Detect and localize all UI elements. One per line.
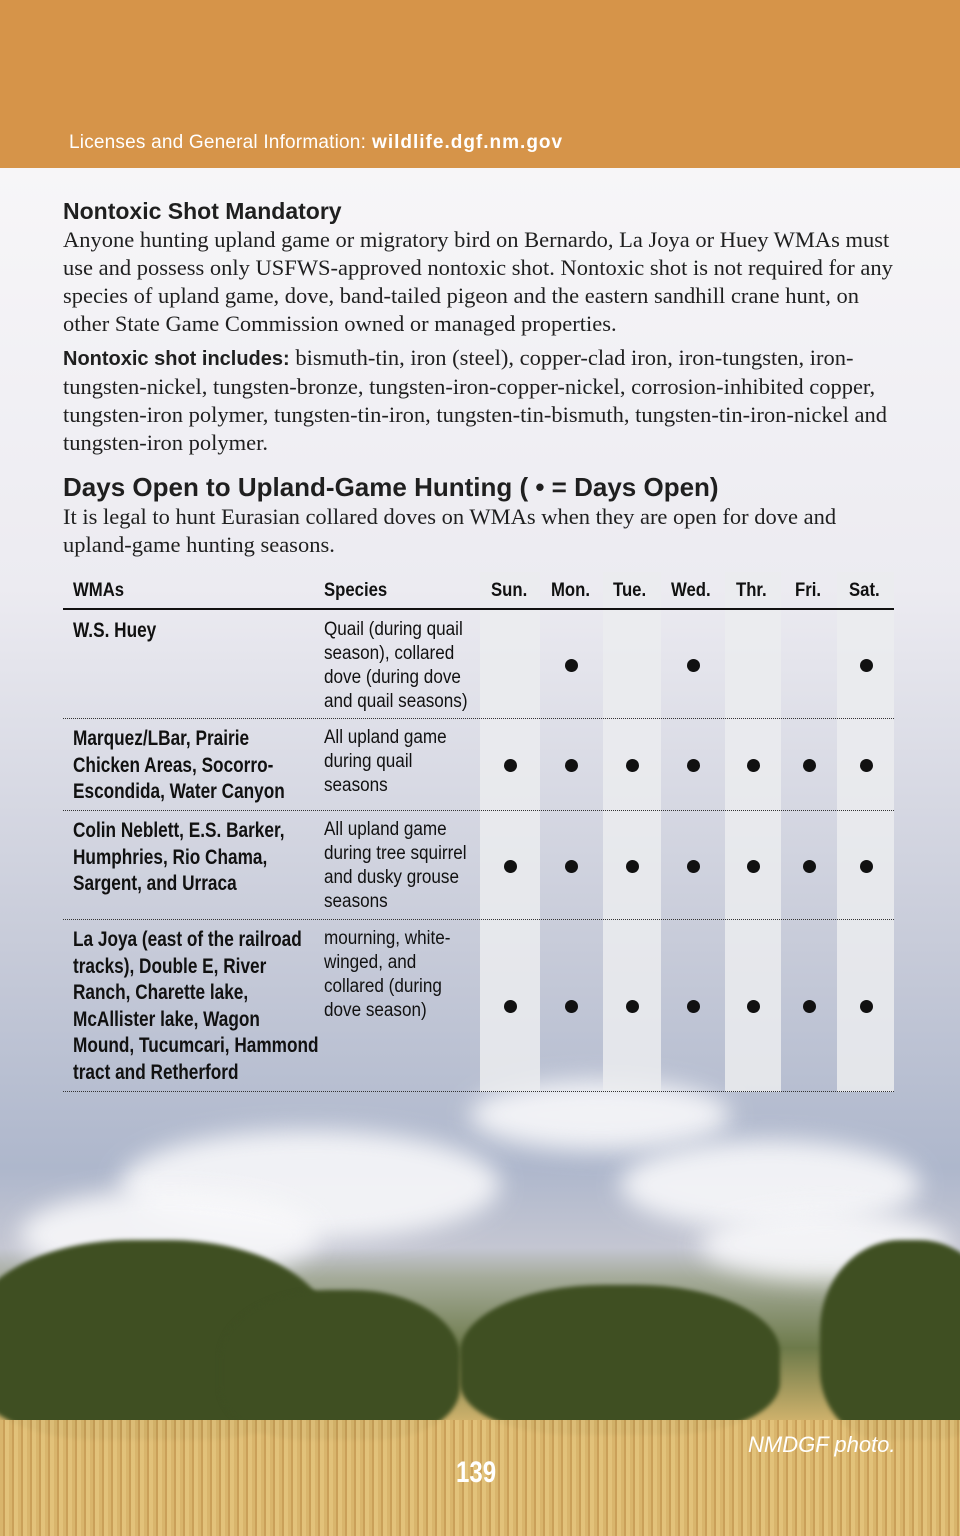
- day-open-dot: [687, 759, 700, 772]
- page-number: 139: [456, 1456, 497, 1489]
- day-open-dot: [504, 860, 517, 873]
- day-open-dot: [565, 860, 578, 873]
- day-open-dot: [626, 1000, 639, 1013]
- day-open-dot: [860, 759, 873, 772]
- days-open-table: [63, 572, 894, 1092]
- row-divider: [63, 810, 894, 811]
- header-sat: Sat.: [849, 580, 880, 601]
- day-open-dot: [565, 1000, 578, 1013]
- header-wmas: WMAs: [73, 580, 125, 601]
- species-text: All upland game during tree squirrel and dusky grouse seasons: [324, 819, 467, 912]
- day-open-dot: [626, 860, 639, 873]
- header-tue: Tue.: [613, 580, 647, 601]
- header-text: [69, 132, 563, 154]
- day-open-dot: [687, 1000, 700, 1013]
- day-open-dot: [626, 759, 639, 772]
- day-open-dot: [747, 860, 760, 873]
- day-open-dot: [803, 860, 816, 873]
- header-sun: Sun.: [491, 580, 528, 601]
- tree: [820, 1240, 960, 1440]
- day-open-dot: [860, 659, 873, 672]
- day-open-dot: [565, 659, 578, 672]
- day-column-bg: [480, 572, 540, 1092]
- day-open-dot: [687, 659, 700, 672]
- day-open-dot: [504, 1000, 517, 1013]
- photo-credit: NMDGF photo.: [748, 1432, 896, 1457]
- species-text: Quail (during quail season), collared dove (during dove and quail seasons): [324, 619, 468, 712]
- day-open-dot: [803, 759, 816, 772]
- wma-name: Marquez/LBar, Prairie Chicken Areas, Socorro-Escondida, Water Canyon: [73, 727, 285, 803]
- wma-name: W.S. Huey: [73, 619, 157, 642]
- header-thr: Thr.: [736, 580, 767, 601]
- wma-name: Colin Neblett, E.S. Barker, Humphries, Rio Chama, Sargent, and Urraca: [73, 819, 285, 895]
- days-title: Days Open to Upland-Game Hunting ( • = Days Open): [63, 472, 719, 502]
- tree: [220, 1290, 460, 1440]
- header-species: Species: [324, 580, 388, 601]
- day-column-bg: [725, 572, 781, 1092]
- day-open-dot: [747, 759, 760, 772]
- day-open-dot: [803, 1000, 816, 1013]
- row-divider: [63, 1091, 894, 1092]
- content: [63, 196, 903, 559]
- day-column-bg: [837, 572, 894, 1092]
- wma-name: La Joya (east of the railroad tracks), Double E, River Ranch, Charette lake, McAllister lake, Wagon Mound, Tucumcari, Hammond tract and Retherford: [73, 928, 319, 1084]
- day-open-dot: [860, 1000, 873, 1013]
- nontoxic-includes-text: bismuth-tin, iron (steel), copper-clad iron, iron-tungsten, iron-tungsten-nickel, tungsten-bronze, tungsten-iron-copper-nickel, corrosion-inhibited copper, tungsten-iron polymer, tungsten-tin-iron, tungsten-tin-bismuth, tungsten-tin-iron-nickel and tungsten-iron polymer.: [63, 345, 887, 455]
- row-divider: [63, 718, 894, 719]
- nontoxic-body: Anyone hunting upland game or migratory bird on Bernardo, La Joya or Huey WMAs must use and possess only USFWS-approved nontoxic shot. Nontoxic shot is not required for any species of upland game, dove, band-tailed pigeon and the eastern sandhill crane hunt, on other State Game Commission owned or managed properties.: [63, 227, 893, 336]
- header-wed: Wed.: [671, 580, 711, 601]
- day-open-dot: [747, 1000, 760, 1013]
- day-open-dot: [504, 759, 517, 772]
- tree: [460, 1285, 780, 1435]
- header-band: [0, 0, 960, 168]
- header-url[interactable]: wildlife.dgf.nm.gov: [372, 132, 564, 153]
- days-body: It is legal to hunt Eurasian collared doves on WMAs when they are open for dove and upland-game hunting seasons.: [63, 504, 837, 557]
- species-text: mourning, white-winged, and collared (during dove season): [324, 928, 451, 1021]
- header-mon: Mon.: [551, 580, 591, 601]
- header-rule: [63, 608, 894, 610]
- nontoxic-title: Nontoxic Shot Mandatory: [63, 198, 342, 224]
- nontoxic-includes: [63, 344, 903, 457]
- day-open-dot: [687, 860, 700, 873]
- day-open-dot: [860, 860, 873, 873]
- species-text: All upland game during quail seasons: [324, 727, 447, 796]
- nontoxic-includes-label: Nontoxic shot includes:: [63, 348, 290, 370]
- day-column-bg: [603, 572, 661, 1092]
- day-open-dot: [565, 759, 578, 772]
- header-fri: Fri.: [795, 580, 822, 601]
- row-divider: [63, 919, 894, 920]
- header-label: Licenses and General Information:: [69, 132, 367, 153]
